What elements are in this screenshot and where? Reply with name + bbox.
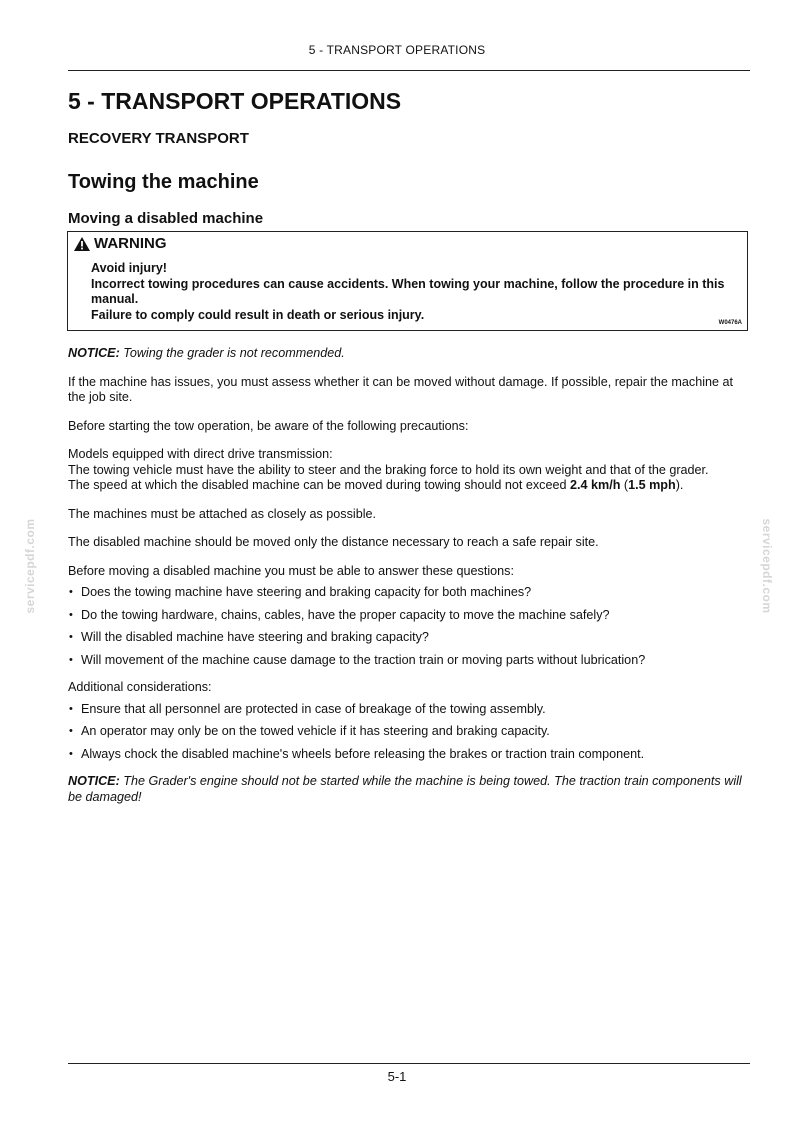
chapter-title: 5 - TRANSPORT OPERATIONS (68, 88, 402, 114)
subtopic-title: Moving a disabled machine (68, 210, 264, 227)
speed-mph: 1.5 mph (628, 478, 676, 492)
warning-triangle-icon (74, 237, 90, 251)
questions-list (68, 585, 752, 668)
transmission-paragraph (68, 447, 752, 494)
list-item: • Will the disabled machine have steering and braking capacity? (68, 630, 752, 646)
warning-line: Avoid injury! (91, 261, 167, 275)
notice-label: NOTICE: (68, 346, 120, 360)
header-rule (68, 70, 750, 71)
list-item: • Do the towing hardware, chains, cables, have the proper capacity to move the machine safely? (68, 608, 752, 624)
footer-rule (68, 1063, 750, 1064)
paragraph: Before moving a disabled machine you must be able to answer these questions: (68, 563, 514, 578)
section-title: RECOVERY TRANSPORT (68, 130, 249, 147)
running-header: 5 - TRANSPORT OPERATIONS (308, 43, 486, 57)
warning-text (91, 261, 741, 323)
paragraph-line: Models equipped with direct drive transmission: (68, 447, 333, 461)
topic-title: Towing the machine (68, 171, 259, 193)
warning-line: Incorrect towing procedures can cause accidents. When towing your machine, follow the procedure in this manual. (91, 276, 725, 306)
list-item: • Ensure that all personnel are protected in case of breakage of the towing assembly. (68, 702, 752, 718)
page-number: 5-1 (387, 1069, 407, 1084)
paren-close: ). (675, 478, 684, 492)
paragraph-line: The towing vehicle must have the ability to steer and the braking force to hold its own weight and that of the grader. (68, 462, 709, 477)
paragraph: The disabled machine should be moved only the distance necessary to reach a safe repair site. (68, 535, 599, 549)
notice-paragraph (68, 346, 752, 362)
warning-heading (74, 235, 167, 252)
paren-open: ( (620, 478, 629, 492)
list-item: • Does the towing machine have steering and braking capacity for both machines? (68, 585, 752, 601)
speed-kmh: 2.4 km/h (569, 478, 621, 492)
notice-text: Towing the grader is not recommended. (119, 346, 345, 360)
paragraph-line: The speed at which the disabled machine can be moved during towing should not exceed (68, 478, 570, 492)
warning-code: W0476A (718, 320, 742, 326)
watermark-text: servicepdf.com (760, 518, 774, 614)
notice-text: The Grader's engine should not be started while the machine is being towed. The traction train components will be damaged! (68, 774, 742, 804)
paragraph: The machines must be attached as closely as possible. (68, 506, 377, 521)
warning-box (67, 231, 748, 331)
list-item: • An operator may only be on the towed vehicle if it has steering and braking capacity. (68, 724, 752, 740)
watermark-text: servicepdf.com (23, 518, 37, 614)
warning-line: Failure to comply could result in death or serious injury. (91, 307, 425, 322)
body-text (68, 346, 752, 818)
warning-heading-text: WARNING (94, 235, 167, 252)
paragraph: Before starting the tow operation, be aware of the following precautions: (68, 418, 469, 433)
notice-paragraph (68, 774, 752, 805)
list-item: • Will movement of the machine cause damage to the traction train or moving parts without lubrication? (68, 653, 752, 669)
list-item: • Always chock the disabled machine's wheels before releasing the brakes or traction train component. (68, 747, 752, 763)
notice-label: NOTICE: (68, 774, 120, 788)
paragraph: If the machine has issues, you must assess whether it can be moved without damage. If possible, repair the machine at the job site. (68, 374, 734, 404)
considerations-list (68, 702, 752, 763)
additional-heading: Additional considerations: (68, 680, 212, 694)
